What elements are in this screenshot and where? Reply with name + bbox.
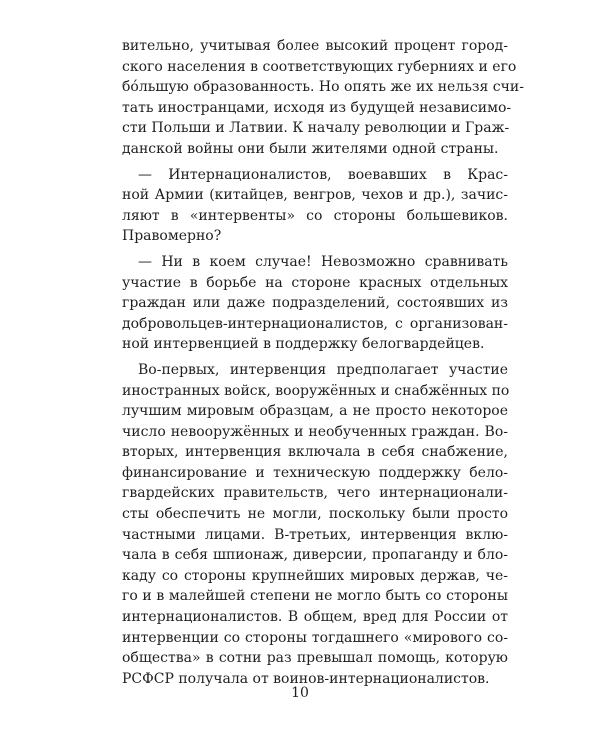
text-line: вительно, учитывая более высокий процент город- [122, 38, 508, 54]
text-line: — Интернационалистов, воевавших в Крас- [138, 166, 508, 183]
paragraph [122, 36, 524, 160]
text-line: общества» в сотни раз превышал помощь, которую [122, 650, 508, 667]
text-line: ной Армии (китайцев, венгров, чехов и др.), зачис- [122, 187, 508, 204]
text-line: граждан или даже подразделений, состоявших из [122, 295, 508, 312]
paragraph [122, 360, 508, 690]
text-line: частными лицами. В-третьих, интервенция вклю- [122, 526, 508, 543]
text-line: добровольцев-интернационалистов, с организован- [122, 315, 508, 332]
text-line: тать иностранцами, исходя из будущей независимо- [122, 99, 512, 116]
text-line: лучшим мировым образцам, а не просто некоторое [122, 403, 508, 420]
text-line: финансирование и техническую поддержку бело- [122, 464, 508, 481]
text-line: число невооружённых и необученных граждан. Во- [122, 423, 508, 440]
text-line: — Ни в коем случае! Невозможно сравнивать [138, 253, 508, 270]
paragraph [122, 252, 508, 355]
text-line: вторых, интервенция включала в себя снабжение, [122, 444, 508, 461]
text-line: РСФСР получала от воинов-интернационалистов. [122, 670, 490, 687]
text-line: ского населения в соответствующих губерниях и его [122, 58, 517, 75]
text-line: данской войны они были жителями одной страны. [122, 140, 499, 157]
text-line: ной интервенцией в поддержку белогвардейцев. [122, 336, 485, 353]
text-line: иностранных войск, вооружённых и снабжённых по [122, 382, 510, 399]
text-line: Во-первых, интервенция предполагает участие [138, 361, 508, 378]
text-line: ляют в «интервенты» со стороны большевиков. [122, 207, 508, 224]
text-line: каду со стороны крупнейших мировых держав, че- [122, 567, 508, 584]
text-line: сти Польши и Латвии. К началу революции и Граж- [122, 120, 510, 137]
text-line: сты обеспечить не могли, поскольку были просто [122, 506, 508, 523]
text-line: участие в борьбе на стороне красных отдельных [122, 274, 508, 291]
text-line: интервенции со стороны тогдашнего «мирового со- [122, 629, 508, 646]
body-text [122, 36, 524, 689]
text-line: гвардейских правительств, чего интернационали- [122, 485, 508, 502]
paragraph [122, 165, 508, 247]
text-line: чала в себя шпионаж, диверсии, пропаганду и бло- [122, 547, 508, 564]
page-number: 10 [291, 685, 309, 701]
text-line: Правомерно? [122, 228, 222, 245]
text-line: бóльшую образованность. Но опять же их нельзя счи- [122, 79, 524, 96]
text-line: интернационалистов. В общем, вред для России от [122, 609, 508, 626]
text-line: го и в малейшей степени не могло быть со стороны [122, 588, 508, 605]
